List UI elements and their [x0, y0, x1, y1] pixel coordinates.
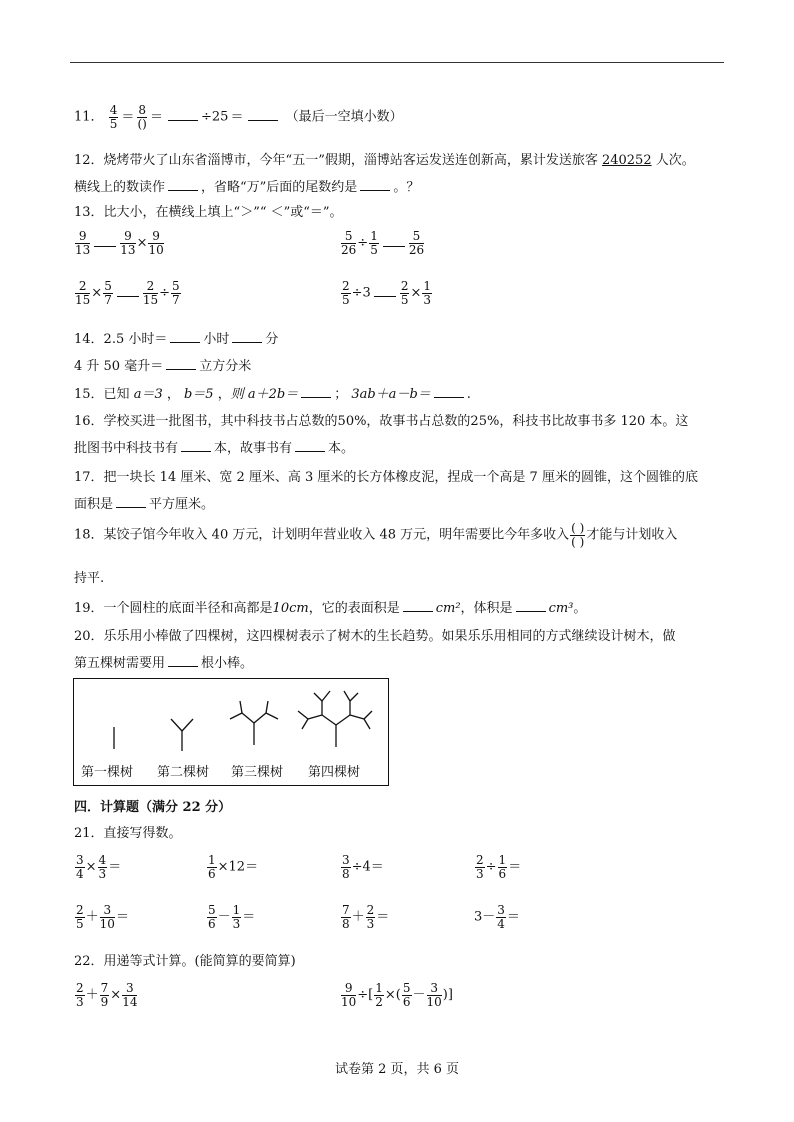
answer-blank[interactable]	[232, 330, 262, 343]
question-13: 13．比大小，在横线上填上“＞”“ ＜”或“＝”。	[74, 205, 343, 220]
calc-expression-2: $\frac{9}{10}$ ÷[ $\frac{1}{2}$ ×( $\frac{5}{6}$ － $\frac{3}{10}$ )]	[341, 981, 453, 1009]
answer-blank[interactable]	[168, 178, 198, 191]
answer-blank[interactable]	[116, 495, 146, 508]
question-16-line2: 批图书中科技书有 本，故事书有 本。	[74, 441, 355, 456]
calc-item: $\frac{7}{8}$ ＋ $\frac{2}{3}$ ＝	[342, 903, 390, 931]
calc-expression-1: $\frac{2}{3}$ ＋ $\frac{7}{9}$ × $\frac{3}{14}$	[76, 981, 138, 1009]
question-18-line2: 持平.	[74, 571, 105, 586]
answer-blank[interactable]	[168, 654, 198, 667]
question-12-line2: 横线上的数读作 ，省略“万”后面的尾数约是 。？	[74, 180, 420, 195]
calc-item: $\frac{2}{3}$ ÷ $\frac{1}{6}$ ＝	[476, 853, 522, 881]
calc-item: $\frac{5}{6}$ － $\frac{1}{3}$ ＝	[208, 903, 256, 931]
tree-figure	[73, 678, 389, 786]
page-footer: 试卷第 2 页，共 6 页	[334, 1062, 460, 1077]
compare-1: $\frac{9}{13}$ $\frac{9}{13}$ × $\frac{9}{10}$	[75, 229, 164, 257]
answer-blank[interactable]	[170, 330, 200, 343]
q11-note: （最后一空填小数）	[285, 109, 403, 125]
calc-item: $\frac{1}{6}$ ×12＝	[208, 853, 259, 881]
calc-item: $\frac{3}{4}$ × $\frac{4}{3}$ ＝	[76, 853, 122, 881]
section-title: 四．计算题（满分 22 分）	[74, 800, 232, 815]
tree-label-3: 第三棵树	[231, 765, 284, 780]
header-rule	[70, 62, 724, 63]
fraction: $\frac{8}{()}$	[137, 103, 147, 131]
question-17-line2: 面积是 平方厘米。	[74, 497, 215, 512]
q11-number: 11．	[74, 109, 104, 125]
question-22: 22．用递等式计算。(能简算的要简算)	[74, 954, 296, 969]
answer-blank[interactable]	[301, 385, 331, 398]
calc-item: $\frac{3}{8}$ ÷4＝	[342, 853, 384, 881]
tree-label-1: 第一棵树	[81, 765, 134, 780]
compare-4: $\frac{2}{5}$ ÷3 $\frac{2}{5}$ × $\frac{1}{3}$	[342, 279, 431, 307]
compare-2: $\frac{5}{26}$ ÷ $\frac{1}{5}$ $\frac{5}{26}$	[341, 229, 425, 257]
question-11: 11． $\frac{4}{5}$ ＝ $\frac{8}{()}$ ＝ ÷25 ＝ （最后一空填小数）	[74, 103, 403, 131]
underlined-number: 240252	[601, 153, 652, 168]
fraction: $\frac{4}{5}$	[109, 103, 118, 131]
question-14-line1: 14．2.5 小时＝ 小时 分	[74, 332, 279, 347]
answer-blank[interactable]	[168, 108, 198, 121]
compare-3: $\frac{2}{15}$ × $\frac{5}{7}$ $\frac{2}{15}$ ÷ $\frac{5}{7}$	[75, 279, 180, 307]
calc-item: $\frac{2}{5}$ ＋ $\frac{3}{10}$ ＝	[76, 903, 129, 931]
answer-blank[interactable]	[403, 599, 433, 612]
answer-blank[interactable]	[360, 178, 390, 191]
calc-item: 3－ $\frac{3}{4}$ ＝	[474, 903, 520, 931]
question-14-line2: 4 升 50 毫升＝ 立方分米	[74, 359, 252, 374]
answer-blank[interactable]	[516, 599, 546, 612]
question-16-line1: 16．学校买进一批图书，其中科技书占总数的50%，故事书占总数的25%，科技书比故事书多 120 本。这	[74, 414, 689, 429]
question-15: 15．已知 a＝3 ， b＝5 ，则 a＋2b＝ ； 3ab＋a－b＝ .	[74, 387, 471, 402]
question-20-line1: 20．乐乐用小棒做了四棵树，这四棵树表示了树木的生长趋势。如果乐乐用相同的方式继续设计树木，做	[74, 629, 676, 644]
answer-blank[interactable]	[181, 439, 211, 452]
answer-blank[interactable]	[434, 385, 464, 398]
question-21: 21．直接写得数。	[74, 826, 182, 841]
q11-mid: ÷25	[201, 109, 229, 125]
answer-blank[interactable]	[166, 357, 196, 370]
answer-blank[interactable]	[248, 108, 278, 121]
paren-fraction[interactable]: $\frac{( )}{( )}$	[571, 521, 585, 549]
tree-label-4: 第四棵树	[308, 765, 361, 780]
question-17-line1: 17．把一块长 14 厘米、宽 2 厘米、高 3 厘米的长方体橡皮泥，捏成一个高是 7 厘米的圆锥，这个圆锥的底	[74, 470, 698, 485]
tree-label-2: 第二棵树	[157, 765, 210, 780]
question-20-line2: 第五棵树需要用 根小棒。	[74, 656, 254, 671]
question-19: 19．一个圆柱的底面半径和高都是10cm，它的表面积是 cm²，体积是 cm³。	[74, 601, 587, 616]
question-18-line1: 18．某饺子馆今年收入 40 万元，计划明年营业收入 48 万元，明年需要比今年多收入 $\frac{( )}{( )}$ 才能与计划收入	[74, 521, 678, 549]
answer-blank[interactable]	[295, 439, 325, 452]
question-12-line1: 12．烧烤带火了山东省淄博市，今年“五一”假期，淄博站客运发送连创新高，累计发送旅客 240252 人次。	[74, 153, 695, 168]
